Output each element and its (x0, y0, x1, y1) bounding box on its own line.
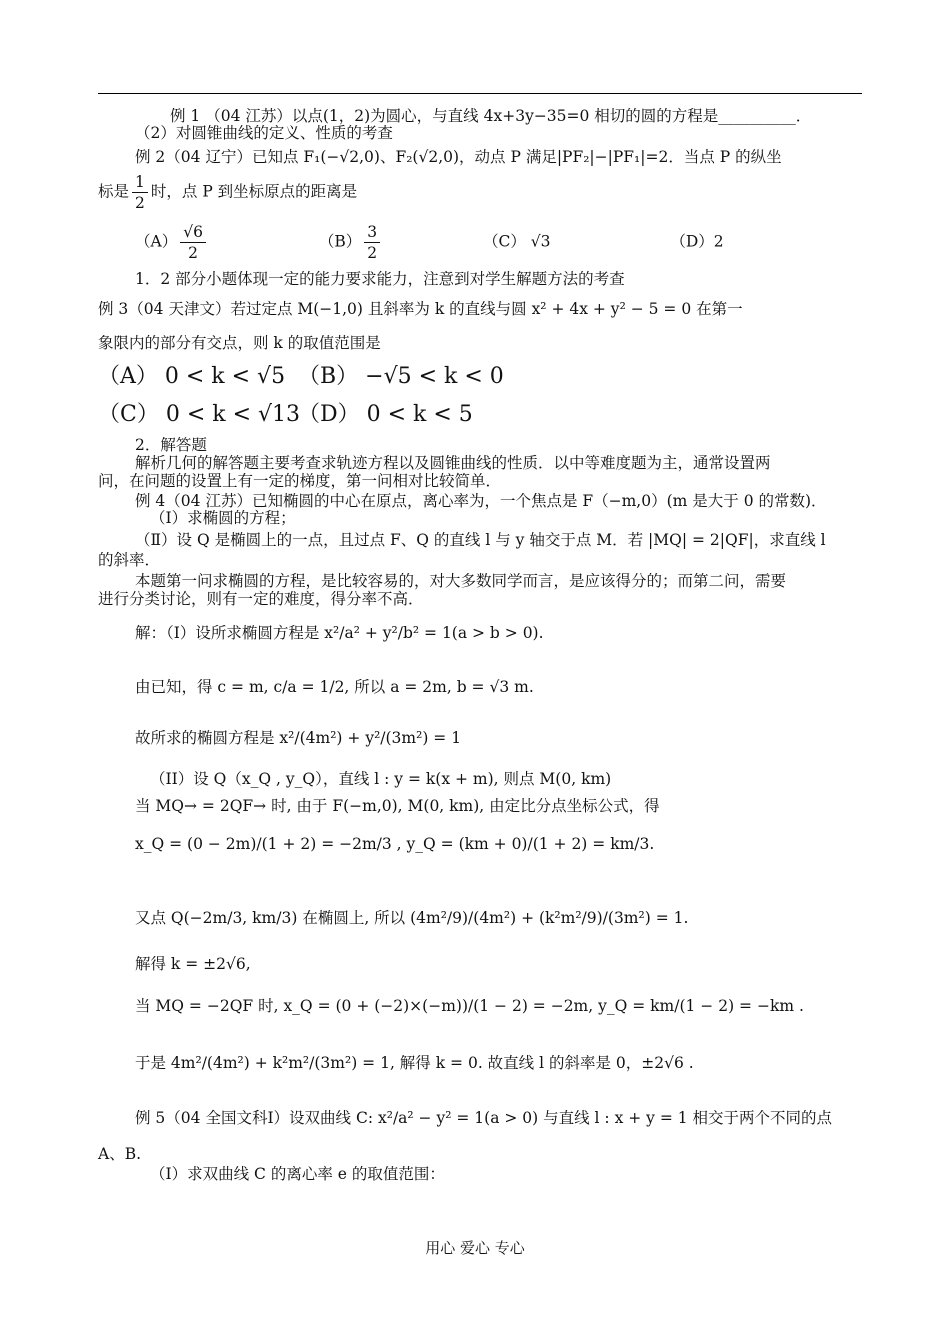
numerator: 1 (132, 172, 148, 193)
solution-line: 于是 4m²/(4m²) + k²m²/(3m²) = 1, 解得 k = 0. 故直线 l 的斜率是 0，±2√6 . (135, 1054, 694, 1072)
header-rule (98, 93, 862, 94)
numerator: 3 (364, 222, 380, 243)
solution-line: 当 MQ = −2QF 时, x_Q = (0 + (−2)×(−m))/(1 − 2) = −2m, y_Q = km/(1 − 2) = −km . (135, 997, 804, 1015)
solution-line: 又点 Q(−2m/3, km/3) 在椭圆上, 所以 (4m²/9)/(4m²) + (k²m²/9)/(3m²) = 1. (135, 909, 689, 927)
paragraph-line: 问，在问题的设置上有一定的梯度，第一问相对比较简单． (98, 472, 502, 490)
fraction-one-half (132, 172, 148, 213)
example-2-continuation (98, 172, 357, 213)
example-4-line: 例 4（04 江苏）已知椭圆的中心在原点，离心率为，一个焦点是 F（−m,0）(m 是大于 0 的常数)． (135, 492, 827, 510)
option-a-label: （A） (135, 232, 178, 251)
example-3-option-c: （C） 0 < k < √13 (98, 402, 301, 427)
solution-line: 解：（I）设所求椭圆方程是 x²/a² + y²/b² = 1(a > b > 0). (135, 624, 544, 642)
example-3-line: 例 3（04 天津文）若过定点 M(−1,0) 且斜率为 k 的直线与圆 x² + 4x + y² − 5 = 0 在第一 (98, 300, 743, 318)
solution-line: x_Q = (0 − 2m)/(1 + 2) = −2m/3 , y_Q = (km + 0)/(1 + 2) = km/3. (135, 835, 655, 853)
solution-line: （II）设 Q（x_Q , y_Q），直线 l : y = k(x + m), 则点 M(0, km) (150, 770, 612, 788)
example-1-line: 例 1 （04 江苏）以点(1，2)为圆心，与直线 4x+3y−35=0 相切的圆的方程是__________． (170, 107, 812, 125)
example-5-line: 例 5（04 全国文科Ⅰ）设双曲线 C: x²/a² − y² = 1(a > 0) 与直线 l : x + y = 1 相交于两个不同的点 (135, 1109, 833, 1127)
option-b-label: （B） (318, 232, 362, 251)
section-2-heading: （2）对圆锥曲线的定义、性质的考查 (135, 124, 393, 142)
paragraph-line: 解析几何的解答题主要考查求轨迹方程以及圆锥曲线的性质．以中等难度题为主，通常设置两 (135, 454, 771, 472)
example-3-continuation: 象限内的部分有交点，则 k 的取值范围是 (98, 334, 381, 352)
example-4-continuation: 的斜率． (98, 551, 161, 569)
denominator: 2 (367, 244, 378, 262)
page-footer: 用心 爱心 专心 (425, 1239, 525, 1257)
example-2-options (135, 222, 724, 263)
solution-line: 当 MQ→ = 2QF→ 时, 由于 F(−m,0), M(0, km), 由定比分点坐标公式，得 (135, 797, 660, 815)
option-b-fraction (364, 222, 380, 263)
text-fragment: 标是 (98, 182, 130, 201)
example-4-part-1: （Ⅰ）求椭圆的方程； (150, 509, 296, 527)
option-d: （D）2 (670, 232, 724, 251)
example-5-continuation: A、B. (98, 1145, 142, 1163)
example-3-option-b: （B） −√5 < k < 0 (298, 364, 504, 389)
section-1-2-heading: 1．2 部分小题体现一定的能力要求能力，注意到对学生解题方法的考查 (135, 270, 625, 288)
numerator: √6 (180, 222, 206, 243)
paragraph-line: 本题第一问求椭圆的方程，是比较容易的，对大多数同学而言，是应该得分的；而第二问，需要 (135, 572, 787, 590)
solution-line: 故所求的椭圆方程是 x²/(4m²) + y²/(3m²) = 1 (135, 729, 462, 747)
option-a-fraction (180, 222, 206, 263)
solution-line: 解得 k = ±2√6, (135, 955, 251, 973)
denominator: 2 (135, 194, 145, 212)
paragraph-line: 进行分类讨论，则有一定的难度，得分率不高． (98, 590, 424, 608)
example-2-line: 例 2（04 辽宁）已知点 F₁(−√2,0)、F₂(√2,0)，动点 P 满足|PF₂|−|PF₁|=2．当点 P 的纵坐 (135, 148, 782, 166)
section-answer-heading: 2．解答题 (135, 436, 207, 454)
example-3-option-d: （D） 0 < k < 5 (298, 402, 473, 427)
solution-line: 由已知，得 c = m, c/a = 1/2, 所以 a = 2m, b = √3 m. (135, 678, 534, 696)
text-fragment: 时，点 P 到坐标原点的距离是 (150, 182, 358, 201)
denominator: 2 (188, 244, 199, 262)
option-c: （C） √3 (482, 232, 551, 251)
example-3-option-a: （A） 0 < k < √5 (98, 364, 286, 389)
example-5-part-1: （I）求双曲线 C 的离心率 e 的取值范围： (150, 1165, 445, 1183)
example-4-part-2: （Ⅱ）设 Q 是椭圆上的一点，且过点 F、Q 的直线 l 与 y 轴交于点 M．若 |MQ| = 2|QF|，求直线 l (135, 531, 826, 549)
